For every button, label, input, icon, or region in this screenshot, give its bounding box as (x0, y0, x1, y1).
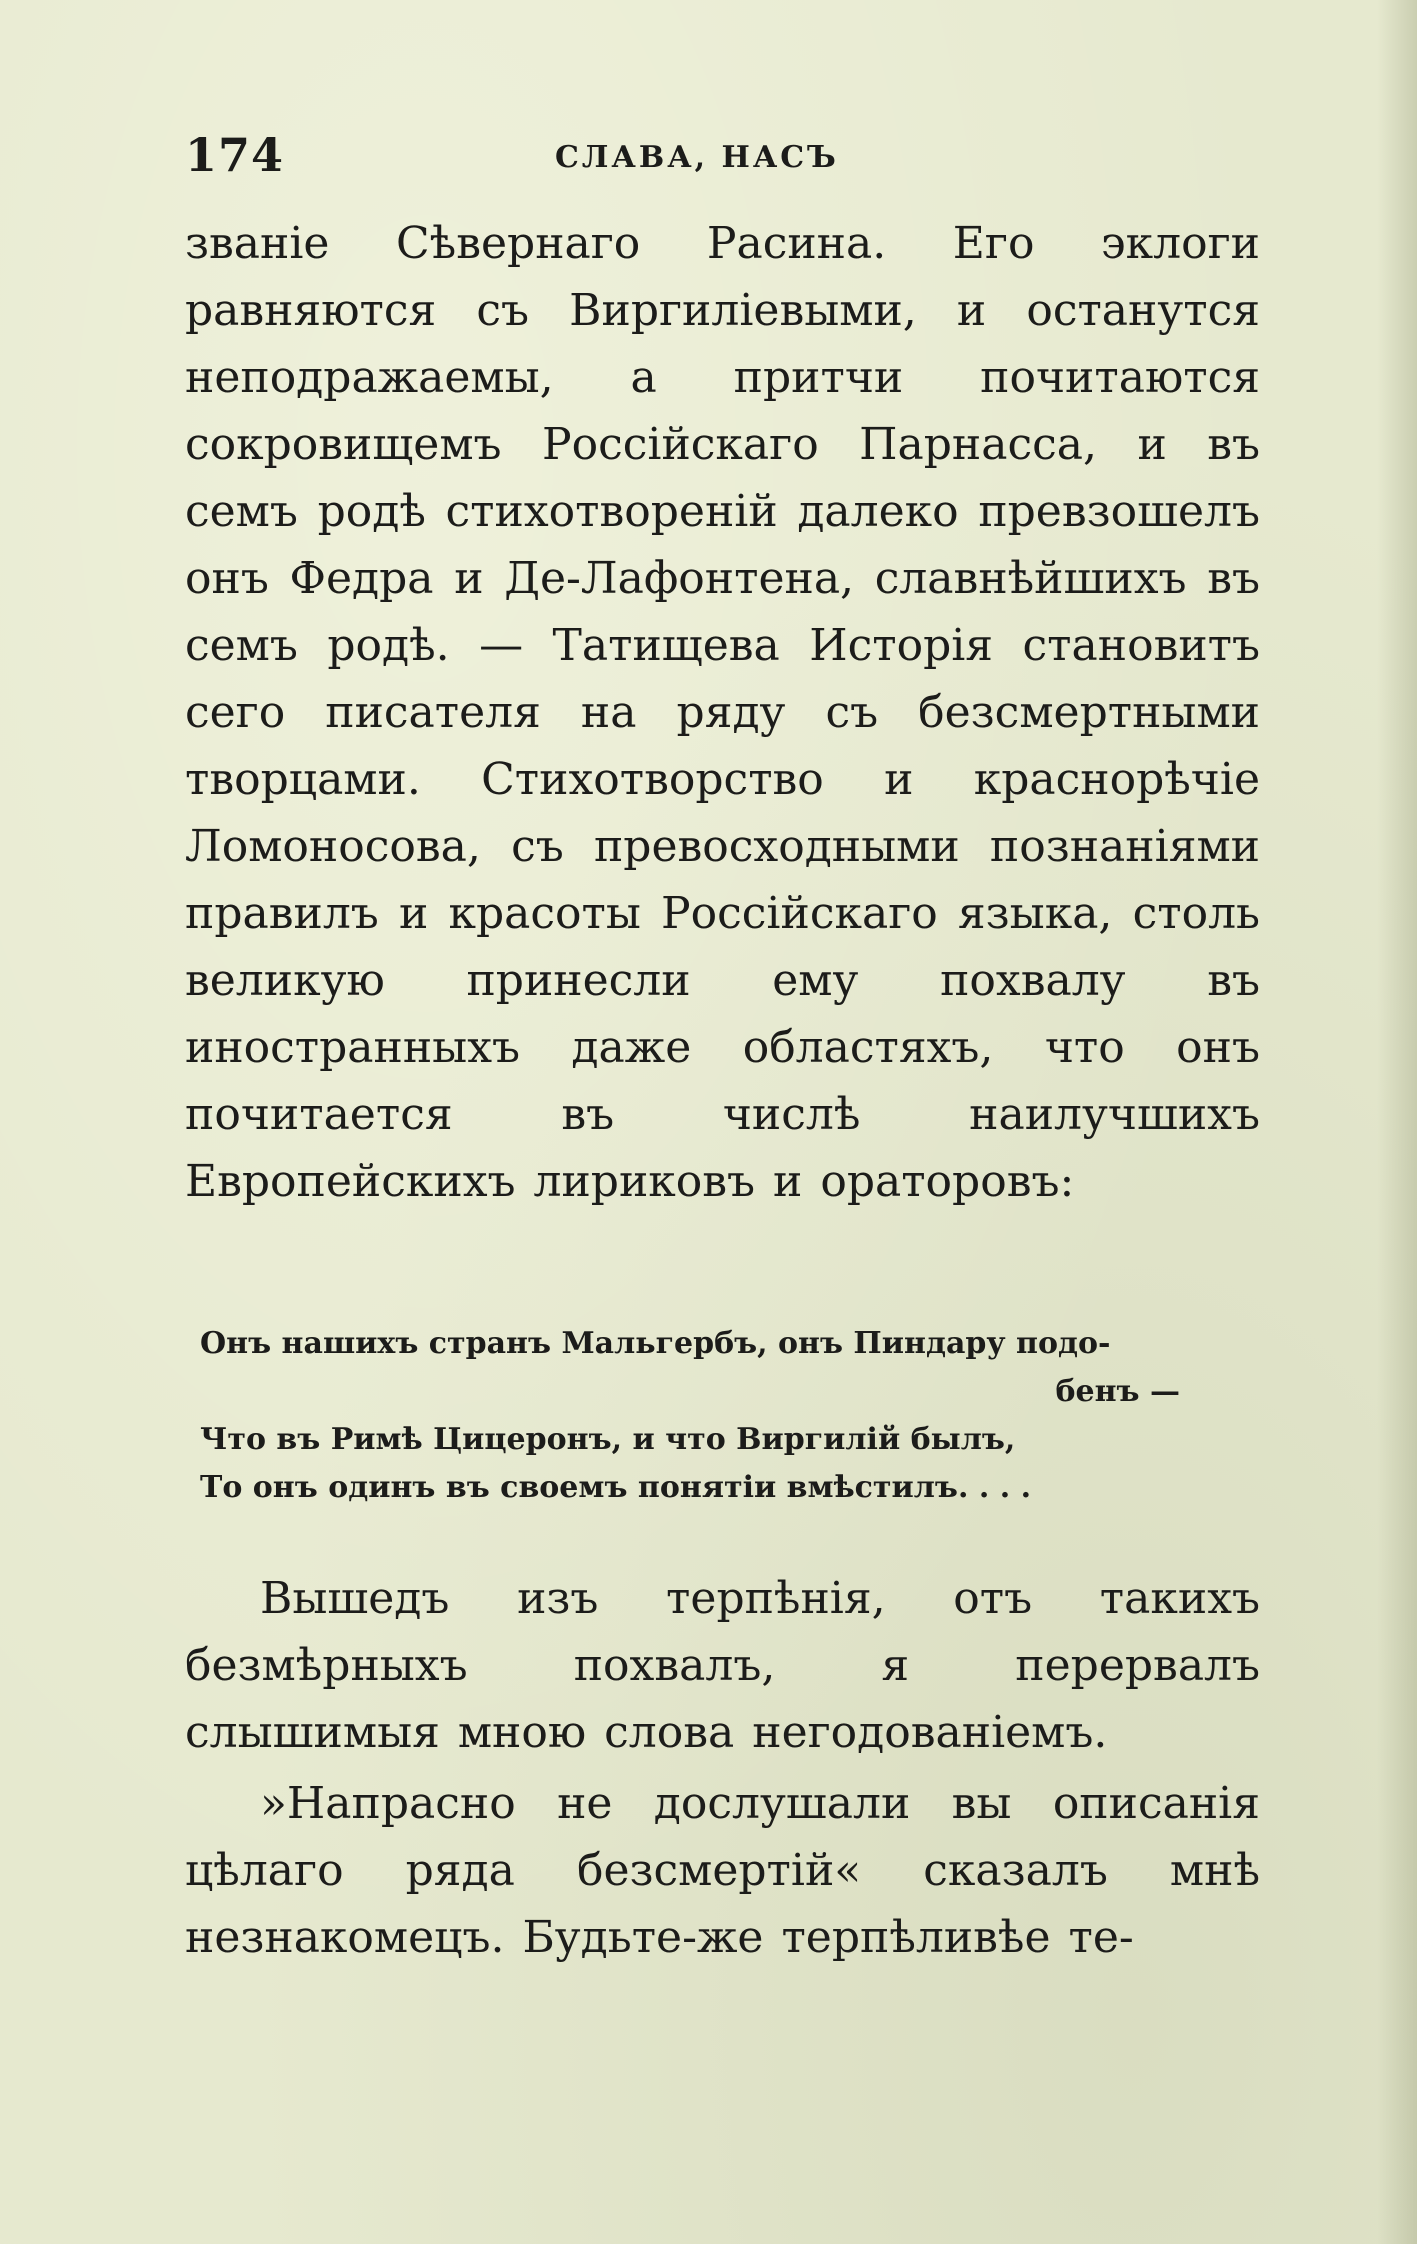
page-header (185, 128, 1260, 188)
paragraph-1: званіе Сѣвернаго Расина. Его эклоги равняются съ Виргиліевыми, и останутся неподражаемы, а притчи почитаются сокровищемъ Россійскаго Парнасса, и въ семъ родѣ стихотвореній далеко превзошелъ онъ Федра и Де-Лафонтена, славнѣйшихъ въ семъ родѣ. — Татищева Исторія становитъ сего писателя на ряду съ безсмертными творцами. Стихотворство и краснорѣчіе Ломоносова, съ превосходными познаніями правилъ и красоты Россійскаго языка, столь великую принесли ему похвалу въ иностранныхъ даже областяхъ, что онъ почитается въ числѣ наилучшихъ Европейскихъ лириковъ и ораторовъ: (185, 218, 1260, 1207)
verse-line-2: Что въ Римѣ Цицеронъ, и что Виргилій былъ, (200, 1422, 1016, 1457)
paragraph-2: Вышедъ изъ терпѣнія, отъ такихъ безмѣрныхъ похвалъ, я перервалъ слышимыя мною слова негодованіемъ. (185, 1573, 1260, 1758)
verse-line-1-continuation: бенъ — (1055, 1374, 1180, 1409)
page-edge-shadow (1377, 0, 1417, 2244)
paragraph-3: »Напрасно не дослушали вы описанія цѣлаго ряда безсмертій« сказалъ мнѣ незнакомецъ. Будьте-же терпѣливѣе те- (185, 1778, 1260, 1963)
running-head: СЛАВА, НАСЪ (555, 140, 839, 175)
verse-line-3: То онъ одинъ въ своемъ понятіи вмѣстилъ. . . . (200, 1470, 1032, 1505)
page-number: 174 (185, 128, 285, 182)
main-text-block (185, 210, 1260, 1215)
verse-quotation (200, 1320, 1200, 1512)
verse-line-1: Онъ нашихъ странъ Мальгербъ, онъ Пиндару подо- (200, 1326, 1111, 1361)
continuation-text-block (185, 1565, 1260, 1975)
